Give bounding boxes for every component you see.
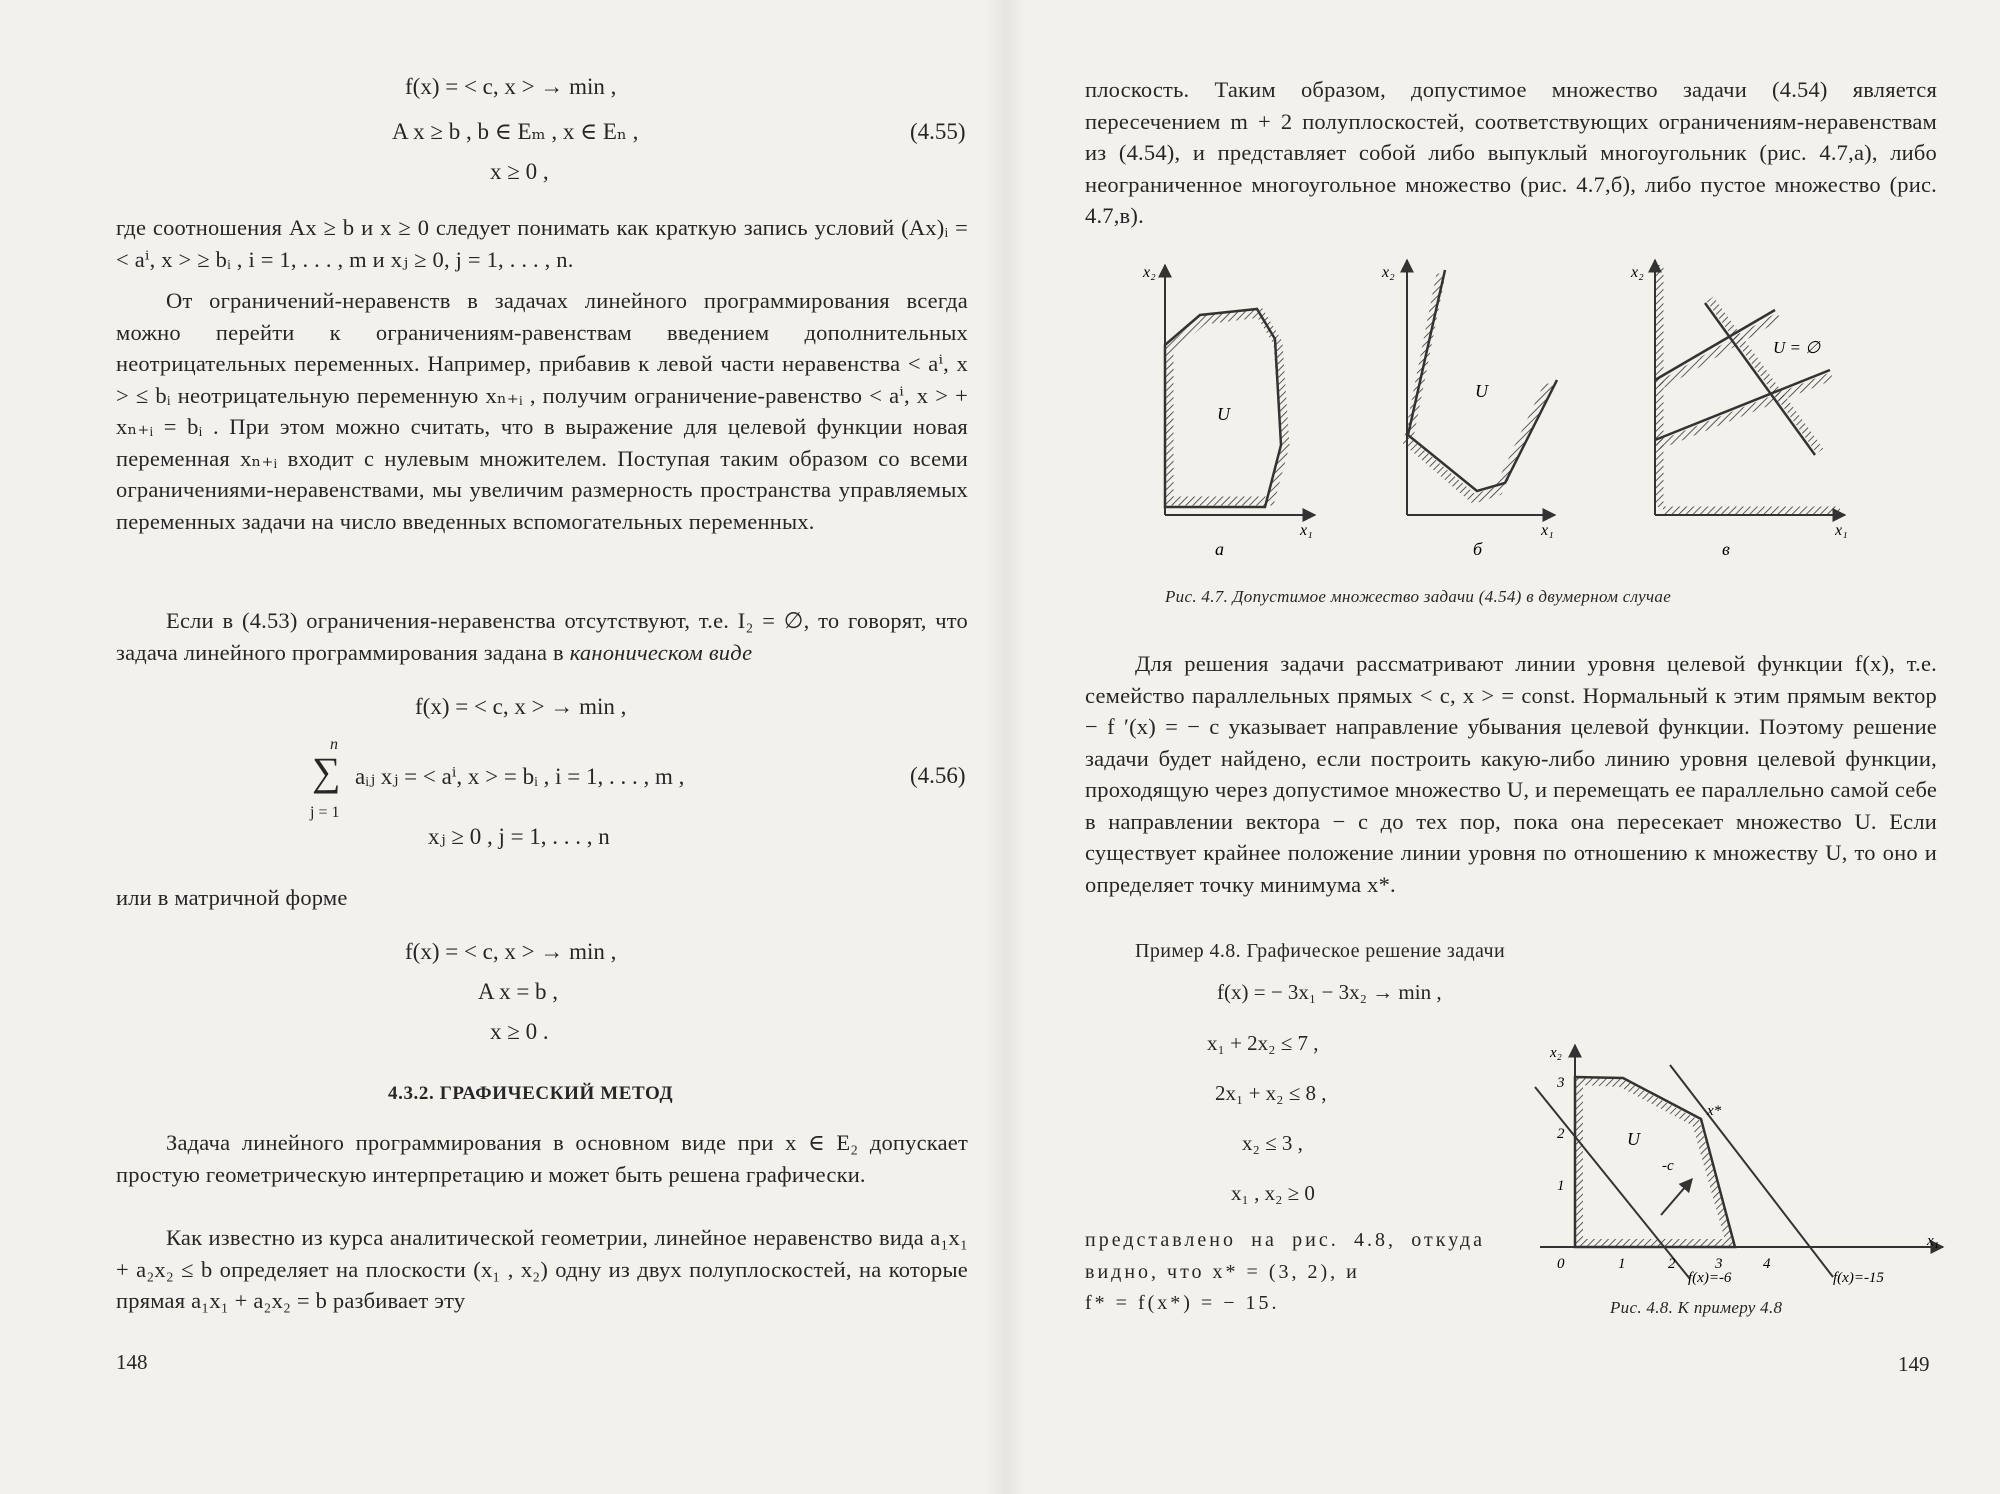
fig48-region-u: U bbox=[1627, 1129, 1640, 1149]
eq456-sum-top: n bbox=[330, 736, 338, 753]
eq455-number: (4.55) bbox=[910, 119, 966, 144]
eq455-line3: x ≥ 0 , bbox=[490, 159, 549, 184]
eq456-sum-body: aᵢⱼ xⱼ = < aⁱ, x > = bᵢ , i = 1, . . . , m , bbox=[355, 764, 685, 789]
example-conclusion bbox=[1085, 1225, 1485, 1320]
example-conclusion-line1: представлено на рис. 4.8, откуда видно, что x* = (3, 2), и bbox=[1085, 1229, 1485, 1283]
page-number-left: 148 bbox=[116, 1350, 148, 1374]
fig48-x1-label: x₁ bbox=[1927, 1233, 1939, 1249]
fig47-panel-b bbox=[1381, 260, 1557, 559]
page-number-right: 149 bbox=[1898, 1352, 1930, 1376]
fig48-tick-x0: 0 bbox=[1557, 1256, 1565, 1272]
example-title: Пример 4.8. Графическое решение задачи bbox=[1135, 940, 1506, 962]
paragraph-half-planes: Как известно из курса аналитической геометрии, линейное неравенство вида a₁x₁ + a₂x₂ ≤ b определяет на плоскости (x₁ , x₂) одну из двух полуплоскостей, на которые прямая a₁x₁ + a₂x₂ = b разбивает эту bbox=[116, 1225, 968, 1313]
example-constraint-4: x₁ , x₂ ≥ 0 bbox=[1231, 1181, 1315, 1205]
eq455-line2: A x ≥ b , b ∈ Eₘ , x ∈ Eₙ , bbox=[392, 119, 639, 144]
fig48-tick-y2: 2 bbox=[1557, 1126, 1565, 1142]
fig48-level2-label: f(x)=-15 bbox=[1833, 1270, 1884, 1286]
paragraph-slack-variables: От ограничений-неравенств в задачах линейного программирования всегда можно перейти к ограничениям-равенствам введением дополнительных неотрицательных переменных. Например, прибавив к левой части неравенства < aⁱ, x > ≤ bᵢ неотрицательную переменную xₙ₊ᵢ , получим ограничение-равенство < aⁱ, x > + xₙ₊ᵢ = bᵢ . При этом можно считать, что в выражение для целевой функции новая переменная xₙ₊ᵢ входит с нулевым множителем. Поступая таким образом со всеми ограничениями-неравенствами, мы увеличим размерность пространства управляемых переменных задачи на число введенных вспомогательных переменных. bbox=[116, 288, 968, 534]
eq456-line1: f(x) = < c, x > → min , bbox=[415, 694, 627, 719]
fig48-tick-x4: 4 bbox=[1763, 1256, 1771, 1272]
fig47-panel-c bbox=[1630, 260, 1848, 559]
fig47a-panel-label: а bbox=[1215, 539, 1224, 559]
fig47b-x1-label: x₁ bbox=[1541, 522, 1554, 539]
fig48-tick-x2: 2 bbox=[1668, 1256, 1676, 1272]
canonical-italic: каноническом виде bbox=[569, 639, 753, 665]
paragraph-feasible-set: плоскость. Таким образом, допустимое множество задачи (4.54) является пересечением m + 2 полуплоскостей, соответствующих ограничениям-неравенствам из (4.54), и представляет собой либо выпуклый многоугольник (рис. 4.7,а), либо неограниченное многоугольное множество (рис. 4.7,б), либо пустое множество (рис. 4.7,в). bbox=[1085, 77, 1937, 228]
eq456-number: (4.56) bbox=[910, 763, 966, 788]
fig48-point-label: x* bbox=[1707, 1103, 1722, 1119]
eqm-line2: A x = b , bbox=[478, 979, 559, 1004]
paragraph-conditions: где соотношения Ax ≥ b и x ≥ 0 следует понимать как краткую запись условий (Ax)ᵢ = < aⁱ, x > ≥ bᵢ , i = 1, . . . , m и xⱼ ≥ 0, j = 1, . . . , n. bbox=[116, 215, 968, 272]
figure-4-8-caption: Рис. 4.8. К примеру 4.8 bbox=[1610, 1298, 1783, 1317]
fig47a-x2-label: x₂ bbox=[1143, 264, 1156, 281]
canonical-text: Если в (4.53) ограничения-неравенства отсутствуют, т.е. I₂ = ∅, то говорят, что задача линейного программирования задана в bbox=[116, 608, 968, 665]
fig47c-x2-label: x₂ bbox=[1631, 264, 1644, 281]
fig48-tick-y1: 1 bbox=[1557, 1178, 1565, 1194]
fig48-level1-label: f(x)=-6 bbox=[1688, 1270, 1732, 1286]
example-conclusion-line2: f* = f(x*) = − 15. bbox=[1085, 1292, 1280, 1314]
eqm-line1: f(x) = < c, x > → min , bbox=[405, 939, 617, 964]
example-constraint-1: x₁ + 2x₂ ≤ 7 , bbox=[1207, 1031, 1319, 1055]
eqm-line3: x ≥ 0 . bbox=[490, 1019, 549, 1044]
fig47a-region-u: U bbox=[1217, 404, 1230, 424]
example-constraint-2: 2x₁ + x₂ ≤ 8 , bbox=[1215, 1081, 1327, 1105]
fig47b-x2-label: x₂ bbox=[1382, 264, 1395, 281]
paragraph-canonical-form bbox=[116, 605, 968, 668]
fig48-tick-x3: 3 bbox=[1715, 1256, 1723, 1272]
eq456-sum-sign: ∑ bbox=[312, 749, 341, 794]
example-objective: f(x) = − 3x₁ − 3x₂ → min , bbox=[1217, 980, 1442, 1004]
fig48-tick-x1: 1 bbox=[1618, 1256, 1626, 1272]
fig47c-x1-label: x₁ bbox=[1835, 522, 1848, 539]
paragraph-level-lines: Для решения задачи рассматривают линии уровня целевой функции f(x), т.е. семейство параллельных прямых < c, x > = const. Нормальный к этим прямым вектор − f ′(x) = − c указывает направление убывания целевой функции. Поэтому решение задачи будет найдено, если построить какую-либо линию уровня целевой функции, проходящую через допустимое множество U, и перемещать ее параллельно самой себе в направлении вектора − c до тех пор, пока она пересекает множество U. Если существует крайнее положение линии уровня по отношению к множеству U, то оно и определяет точку минимума x*. bbox=[1085, 651, 1937, 897]
fig47c-panel-label: в bbox=[1722, 539, 1730, 559]
fig47-panel-a bbox=[1142, 264, 1315, 559]
eq456-line3: xⱼ ≥ 0 , j = 1, . . . , n bbox=[428, 824, 610, 849]
section-heading: 4.3.2. ГРАФИЧЕСКИЙ МЕТОД bbox=[388, 1083, 674, 1104]
fig48-vector-label: -c bbox=[1662, 1158, 1674, 1174]
right-page bbox=[1005, 0, 2000, 1494]
paragraph-graphical-intro: Задача линейного программирования в основном виде при x ∈ E₂ допускает простую геометрическую интерпретацию и может быть решена графически. bbox=[116, 1130, 968, 1187]
example-constraint-3: x₂ ≤ 3 , bbox=[1242, 1131, 1303, 1155]
fig47a-x1-label: x₁ bbox=[1300, 522, 1313, 539]
eq455-line1: f(x) = < c, x > → min , bbox=[405, 74, 617, 99]
fig48-tick-y3: 3 bbox=[1557, 1075, 1565, 1091]
figure-4-7 bbox=[1085, 245, 1937, 575]
figure-4-7-caption: Рис. 4.7. Допустимое множество задачи (4.54) в двумерном случае bbox=[1165, 587, 1672, 606]
figure-4-8 bbox=[1515, 1035, 1945, 1295]
fig47c-empty-label: U = ∅ bbox=[1773, 338, 1821, 357]
fig48-x2-label: x₂ bbox=[1550, 1045, 1562, 1061]
paragraph-matrix-form: или в матричной форме bbox=[116, 885, 348, 910]
fig47b-panel-label: б bbox=[1473, 539, 1483, 559]
eq456-sum-bottom: j = 1 bbox=[310, 804, 340, 821]
fig47b-region-u: U bbox=[1475, 381, 1488, 401]
